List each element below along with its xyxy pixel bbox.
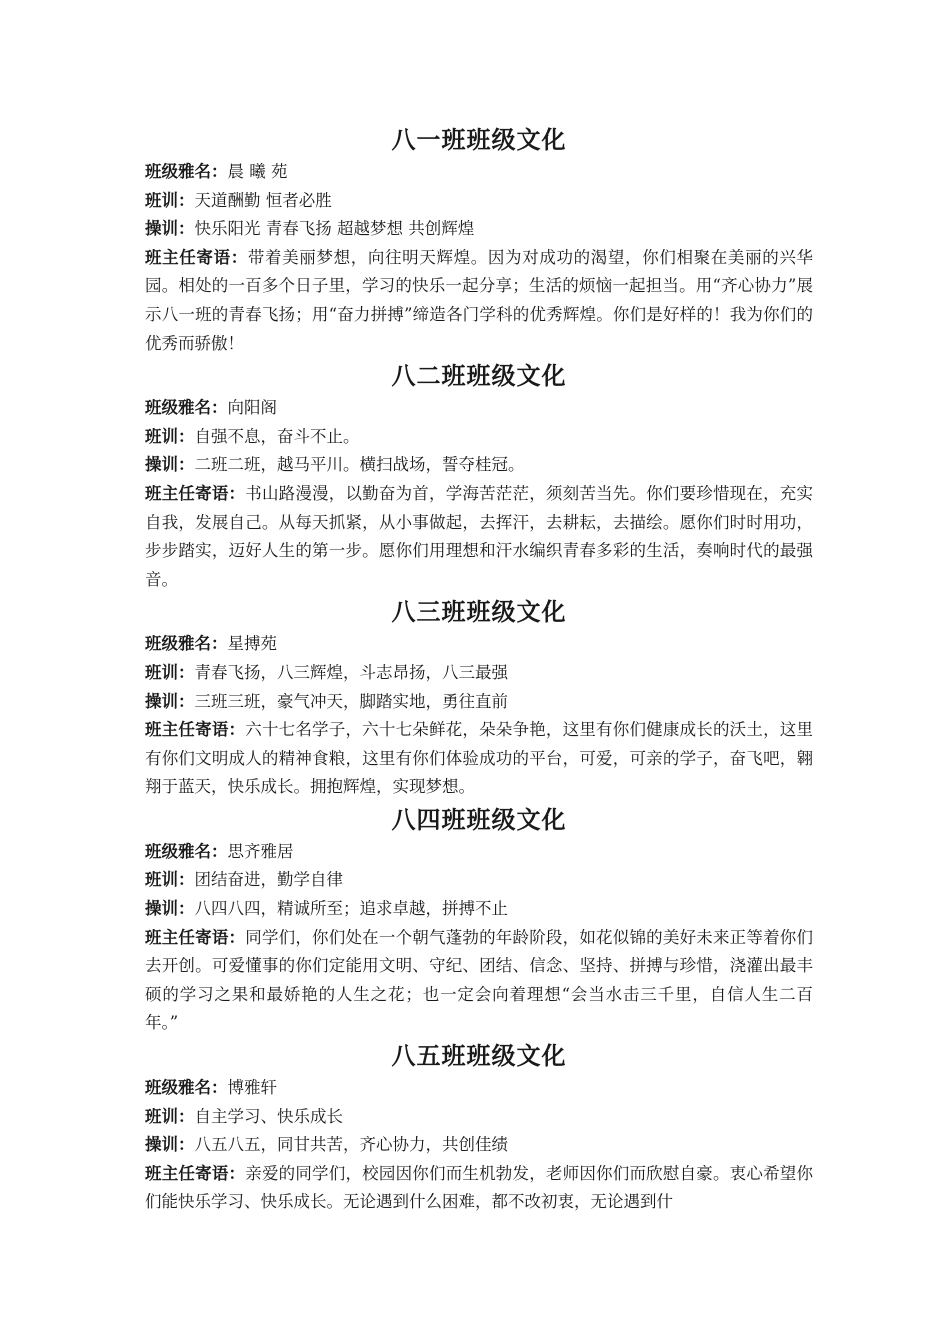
section-title: 八四班班级文化 [391,804,567,834]
class-name-line [145,158,813,187]
class-motto-line [145,423,813,452]
exercise-motto-line [145,451,813,480]
exercise-motto-line [145,895,813,924]
teacher-message-label: 班主任寄语： [145,483,246,503]
class-name-value: 博雅轩 [227,1078,277,1098]
class-motto-label: 班训： [145,190,195,210]
class-motto-line [145,1103,813,1132]
class-motto-value: 自主学习、快乐成长 [194,1106,343,1126]
exercise-motto-value: 八五八五，同甘共苦，齐心协力，共创佳绩 [194,1135,508,1155]
exercise-motto-line [145,215,813,244]
teacher-message [145,1160,813,1217]
teacher-message-text: 书山路漫漫，以勤奋为首，学海苦茫茫，须刻苦当先。你们要珍惜现在，充实自我，发展自己。从每天抓紧，从小事做起，去挥汗，去耕耘，去描绘。愿你们时时用功，步步踏实，迈好人生的第一步。愿你们用理想和汗水编织青春多彩的生活，奏响时代的最强音。 [145,483,814,589]
teacher-message-text: 六十七名学子，六十七朵鲜花，朵朵争艳，这里有你们健康成长的沃土，这里有你们文明成人的精神食粮，这里有你们体验成功的平台，可爱，可亲的学子，奋飞吧，翱翔于蓝天，快乐成长。拥抱辉煌，实现梦想。 [145,720,814,797]
teacher-message-text: 同学们，你们处在一个朝气蓬勃的年龄阶段，如花似锦的美好未来正等着你们去开创。可爱懂事的你们定能用文明、守纪、团结、信念、坚持、拼搏与珍惜，浇灌出最丰硕的学习之果和最娇艳的人生之花；也一定会向着理想“会当水击三千里，自信人生二百年。” [145,927,814,1033]
teacher-message-label: 班主任寄语： [145,247,248,267]
section-title: 八三班班级文化 [391,597,567,627]
section-class-8-5 [145,1038,813,1217]
teacher-message [145,716,813,802]
exercise-motto-value: 三班三班，豪气冲天，脚踏实地，勇往直前 [194,691,508,711]
exercise-motto-label: 操训： [145,691,195,711]
class-name-line [145,838,813,867]
exercise-motto-value: 八四八四，精诚所至；追求卓越，拼搏不止 [194,899,508,919]
class-name-label: 班级雅名： [145,398,228,418]
document-page [145,122,813,1217]
section-title: 八二班班级文化 [391,361,567,391]
teacher-message-label: 班主任寄语： [145,1163,246,1183]
class-name-value: 星搏苑 [227,634,277,654]
section-class-8-3 [145,594,813,802]
class-name-label: 班级雅名： [145,1078,228,1098]
class-motto-line [145,187,813,216]
section-title: 八五班班级文化 [391,1041,567,1071]
section-class-8-2 [145,358,813,594]
exercise-motto-line [145,688,813,717]
class-name-line [145,630,813,659]
teacher-message-text: 带着美丽梦想，向往明天辉煌。因为对成功的渴望，你们相聚在美丽的兴华园。相处的一百多个日子里，学习的快乐一起分享；生活的烦恼一起担当。用“齐心协力”展示八一班的青春飞扬；用“奋力拼搏”缔造各门学科的优秀辉煌。你们是好样的！我为你们的优秀而骄傲！ [145,247,814,353]
class-name-line [145,1074,813,1103]
class-motto-line [145,866,813,895]
section-title: 八一班班级文化 [391,125,567,154]
class-motto-label: 班训： [145,662,195,682]
teacher-message [145,480,813,594]
class-name-value: 晨 曦 苑 [227,162,288,181]
teacher-message-label: 班主任寄语： [145,927,246,947]
section-class-8-4 [145,802,813,1038]
class-name-label: 班级雅名： [145,841,228,861]
exercise-motto-line [145,1131,813,1160]
section-class-8-1 [145,122,813,358]
class-motto-value: 青春飞扬，八三辉煌，斗志昂扬，八三最强 [194,662,508,682]
class-name-line [145,394,813,423]
teacher-message-text: 亲爱的同学们，校园因你们而生机勃发，老师因你们而欣慰自豪。衷心希望你们能快乐学习、快乐成长。无论遇到什么困难，都不改初衷，无论遇到什 [145,1163,813,1212]
class-motto-value: 自强不息，奋斗不止。 [194,426,360,446]
class-motto-label: 班训： [145,870,195,890]
teacher-message-label: 班主任寄语： [145,720,246,740]
class-motto-label: 班训： [145,1106,195,1126]
exercise-motto-label: 操训： [145,455,195,475]
exercise-motto-label: 操训： [145,899,195,919]
exercise-motto-label: 操训： [145,1135,195,1155]
exercise-motto-label: 操训： [145,219,195,239]
exercise-motto-value: 二班二班，越马平川。横扫战场，誓夺桂冠。 [194,455,525,475]
class-motto-label: 班训： [145,426,195,446]
teacher-message [145,924,813,1038]
class-motto-value: 天道酬勤 恒者必胜 [194,190,332,210]
teacher-message [145,244,813,358]
exercise-motto-value: 快乐阳光 青春飞扬 超越梦想 共创辉煌 [194,219,475,239]
class-motto-value: 团结奋进，勤学自律 [194,870,343,890]
class-name-label: 班级雅名： [145,634,228,654]
class-motto-line [145,659,813,688]
class-name-value: 向阳阁 [227,398,277,418]
class-name-label: 班级雅名： [145,162,228,181]
class-name-value: 思齐雅居 [227,841,294,861]
